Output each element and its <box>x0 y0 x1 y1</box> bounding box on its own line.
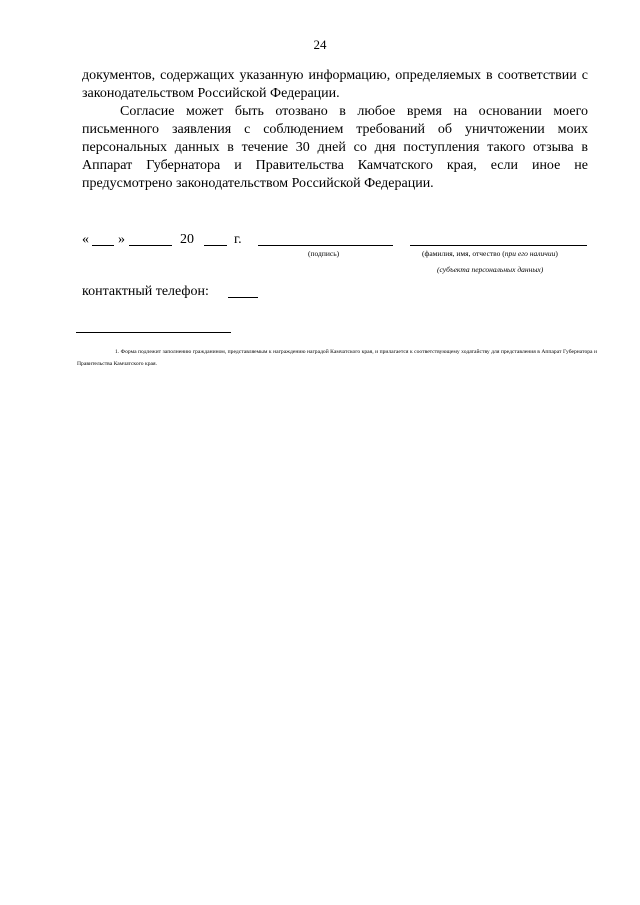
year-blank[interactable] <box>204 245 227 246</box>
year-suffix: г. <box>234 232 242 247</box>
full-name-blank[interactable] <box>410 245 587 246</box>
paragraph-consent-withdrawal: Согласие может быть отозвано в любое время на основании моего письменного заявления с соблюдением требований об уничтожении моих персональных данных в течение 30 дней со дня поступления такого отзыва в Аппарат Губернатора и Правительства Камчатского края, если иное не предусмотрено законодательством Российской Федерации. <box>82 104 588 191</box>
quote-close: » <box>118 232 125 247</box>
paragraph-continuation: документов, содержащих указанную информацию, определяемых в соответствии с законодательством Российской Федерации. <box>82 68 588 101</box>
footnote-separator <box>76 332 231 333</box>
signature-blank[interactable] <box>258 245 393 246</box>
body-text <box>82 67 588 193</box>
contact-phone-blank[interactable] <box>228 297 258 298</box>
page-number: 24 <box>313 37 327 52</box>
footnote-text: 1. Форма подлежит заполнению гражданином, представляемым к награждению наградой Камчатского края, и прилагается к соответствующему ходатайству для представления в Аппарат Губернатора и Правительства Камчатского края. <box>77 349 597 367</box>
subject-caption: (субъекта персональных данных) <box>437 265 544 274</box>
signature-caption: (подпись) <box>308 249 340 258</box>
name-caption: (фамилия, имя, отчество (при его наличии) <box>422 249 558 258</box>
day-blank[interactable] <box>92 245 114 246</box>
footnote <box>77 346 597 370</box>
quote-open: « <box>82 232 89 247</box>
month-blank[interactable] <box>129 245 172 246</box>
contact-phone-label: контактный телефон: <box>82 284 209 299</box>
year-prefix: 20 <box>180 232 194 247</box>
